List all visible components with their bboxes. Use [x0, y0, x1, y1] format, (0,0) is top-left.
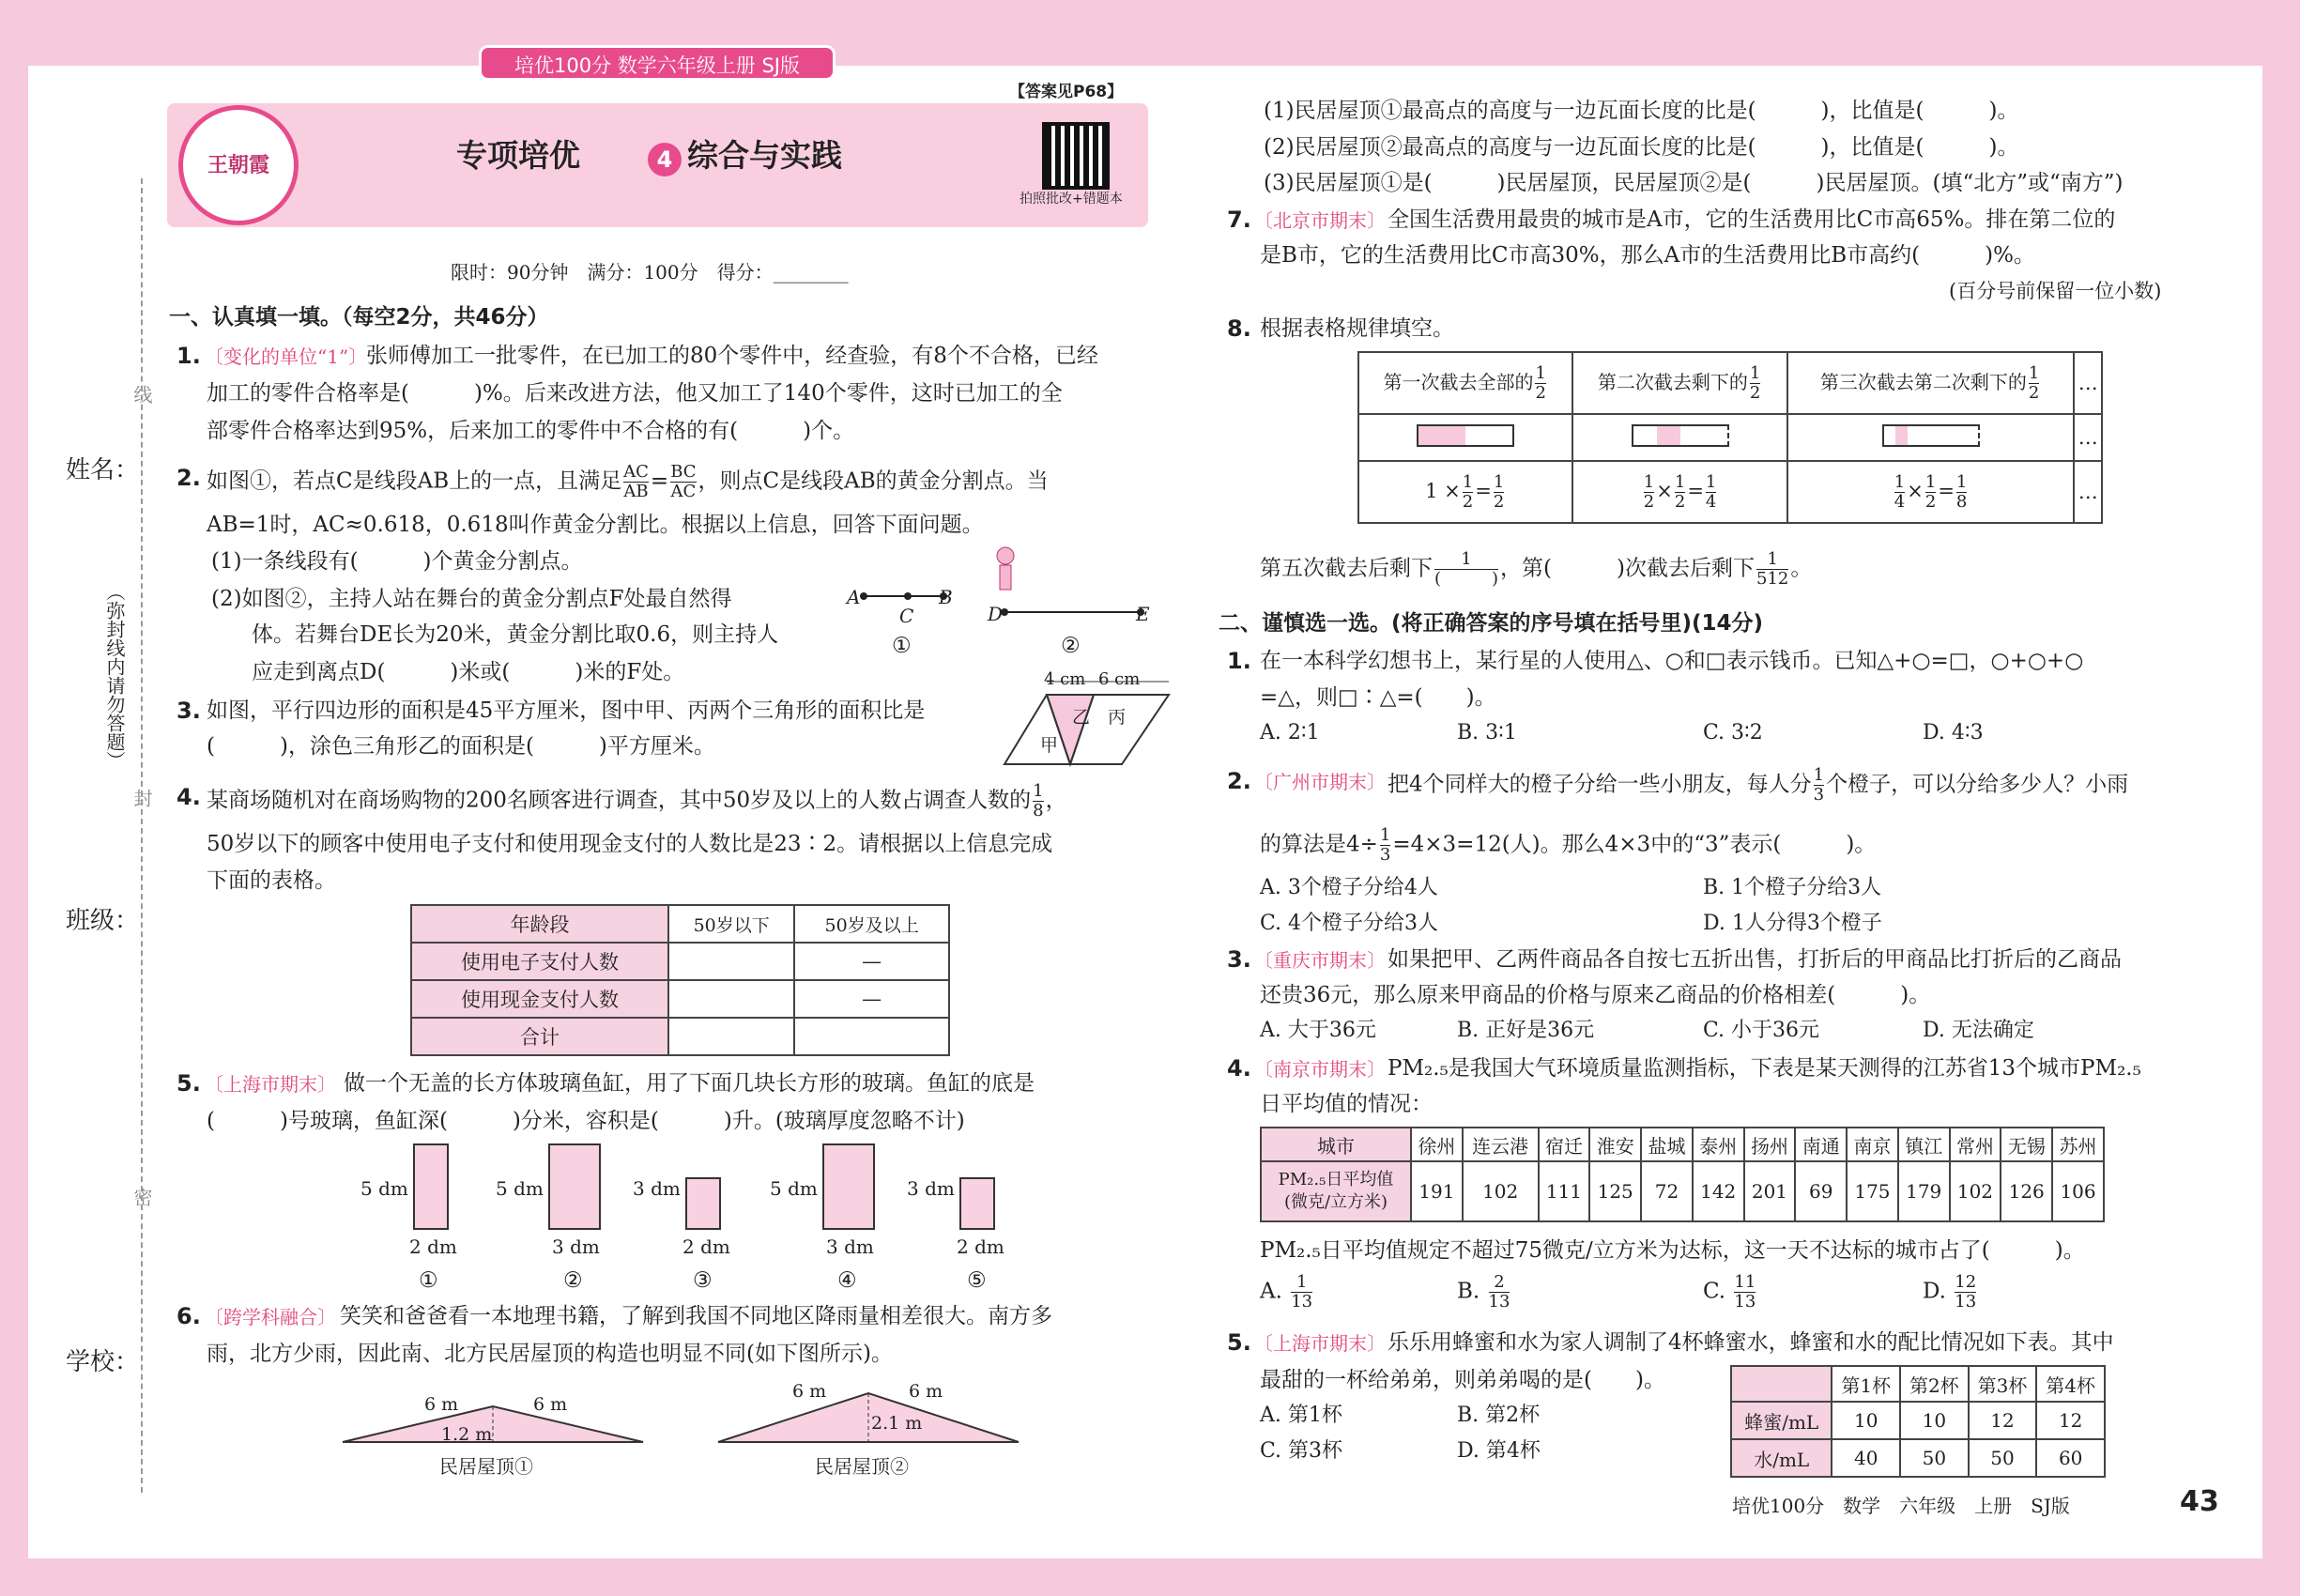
c4-number: 4.: [1227, 1055, 1251, 1082]
pm25-table: [1260, 1127, 2105, 1222]
q5-tag: 〔上海市期末〕: [205, 1073, 336, 1096]
glass-width: 3 dm: [552, 1235, 600, 1258]
q1-number: 1.: [176, 343, 201, 369]
pm25-city: 扬州: [1744, 1128, 1796, 1161]
q1-line2: 加工的零件合格率是( )%。后来改进方法，他又加工了140个零件，这时已加工的全: [207, 381, 1063, 406]
q2-sub2a: (2)如图②，主持人站在舞台的黄金分割点F处最自然得: [211, 587, 732, 611]
bar-3: [1882, 424, 1980, 447]
honey-header: 第4杯: [2036, 1366, 2105, 1402]
pm25-value: 106: [2052, 1161, 2104, 1221]
q7-line2: 是B市，它的生活费用比C市高30%，那么A市的生活费用比B市高约( )%。: [1260, 243, 2035, 268]
label-d: D: [988, 603, 1004, 625]
glass-4: [822, 1143, 875, 1230]
q8-number: 8.: [1227, 315, 1251, 342]
q6-sub2: (2)民居屋顶②最高点的高度与一边瓦面长度的比是( )，比值是( )。: [1264, 135, 2019, 160]
title-right: 综合与实践: [687, 137, 842, 174]
series-banner: 培优100分 数学六年级上册 SJ版: [479, 45, 836, 81]
honey-cell: 12: [2036, 1402, 2105, 1439]
pm25-row-label: 城市: [1261, 1128, 1411, 1161]
section2-title: 二、谨慎选一选。(将正确答案的序号填在括号里)(14分): [1219, 611, 1764, 636]
title-number: 4: [648, 143, 682, 176]
seal-mi: 密: [130, 1188, 153, 1206]
c5-option[interactable]: C. 第3杯: [1260, 1439, 1343, 1463]
q3-number: 3.: [176, 698, 201, 724]
honey-header: 第3杯: [1969, 1366, 2037, 1402]
c4-tag: 〔南京市期末〕: [1254, 1058, 1386, 1081]
c3-tag: 〔重庆市期末〕: [1254, 949, 1386, 972]
q8-expr: $\frac{1}{4}$ × $\frac{1}{2}$ = $\frac{1}{8}$: [1787, 461, 2075, 523]
pm25-value: 175: [1847, 1161, 1898, 1221]
pm25-value: 142: [1693, 1161, 1744, 1221]
pm25-city: 无锡: [2001, 1128, 2052, 1161]
q3-width1: 4 cm: [1044, 669, 1086, 689]
honey-cell: 40: [1832, 1439, 1900, 1477]
pm25-city: 盐城: [1641, 1128, 1693, 1161]
q8-expr: 1 × $\frac{1}{2}$ = $\frac{1}{2}$: [1358, 461, 1572, 523]
honey-cell: 12: [1969, 1402, 2037, 1439]
pm25-city: 泰州: [1693, 1128, 1744, 1161]
roof2-caption: 民居屋顶②: [815, 1455, 909, 1478]
pm25-value: 126: [2001, 1161, 2052, 1221]
pm25-value: 111: [1539, 1161, 1590, 1221]
q6-tag: 〔跨学科融合〕: [205, 1306, 336, 1328]
q8-header: 第二次截去剩下的 $\frac{1}{2}$: [1572, 352, 1786, 414]
label-c: C: [899, 605, 914, 627]
c1-option[interactable]: B. 3∶1: [1457, 721, 1517, 744]
pm25-value-label: PM₂.₅日平均值 (微克/立方米): [1261, 1161, 1411, 1221]
bar-2: [1632, 424, 1729, 447]
seal-line: [141, 178, 143, 1493]
roof2-height: 2.1 m: [871, 1413, 923, 1434]
honey-cell: 60: [2036, 1439, 2105, 1477]
q7-line1: 全国生活费用最贵的城市是A市，它的生活费用比C市高65%。排在第二位的: [1388, 207, 2116, 232]
bar-1: [1417, 424, 1514, 447]
q4-header: 年龄段: [411, 905, 668, 943]
honey-cell: 10: [1832, 1402, 1900, 1439]
c4-line2: 日平均值的情况：: [1260, 1092, 1433, 1116]
section1-title: 一、认真填一填。（每空2分，共46分）: [169, 305, 549, 330]
q4-number: 4.: [176, 784, 201, 810]
c2-option[interactable]: B. 1个橙子分给3人: [1703, 876, 1882, 899]
point-c: [904, 592, 912, 600]
q4-cell-blank[interactable]: [668, 1018, 794, 1055]
c5-option[interactable]: D. 第4杯: [1457, 1439, 1541, 1463]
c1-number: 1.: [1227, 648, 1251, 674]
label-b: B: [939, 586, 953, 608]
q5-number: 5.: [176, 1070, 201, 1097]
q4-line2: 50岁以下的顾客中使用电子支付和使用现金支付的人数比是23∶2。请根据以上信息完成: [207, 832, 1053, 856]
pm25-city: 宿迁: [1539, 1128, 1590, 1161]
c4-option[interactable]: C. $\frac{11}{13}$: [1703, 1272, 1756, 1312]
label-jia: 甲: [1040, 735, 1059, 756]
q6-number: 6.: [176, 1303, 201, 1329]
pm25-value: 201: [1744, 1161, 1796, 1221]
c5-option[interactable]: B. 第2杯: [1457, 1404, 1541, 1427]
title-left: 专项培优: [456, 137, 580, 174]
q8-bar-cell: [1787, 414, 2075, 461]
c5-tag: 〔上海市期末〕: [1254, 1332, 1386, 1355]
q4-cell: —: [794, 943, 949, 980]
q8-dots: …: [2074, 414, 2102, 461]
glass-number: ④: [837, 1268, 857, 1293]
q4-cell: 使用电子支付人数: [411, 943, 668, 980]
q8-bar-cell: [1358, 414, 1572, 461]
glass-height: 5 dm: [770, 1177, 818, 1200]
pm25-value: 72: [1641, 1161, 1693, 1221]
qr-caption: 拍照批改+错题本: [1020, 192, 1123, 207]
glass-5: [959, 1177, 995, 1230]
pm25-value: 69: [1795, 1161, 1847, 1221]
q3-width2: 6 cm: [1098, 669, 1141, 689]
glass-height: 3 dm: [907, 1177, 955, 1200]
class-label: 班级：: [66, 907, 140, 935]
q7-number: 7.: [1227, 207, 1251, 233]
host-icon: [997, 547, 1014, 564]
q6-sub3: (3)民居屋顶①是( )民居屋顶，民居屋顶②是( )民居屋顶。(填“北方”或“南方”): [1264, 171, 2124, 195]
pm25-city: 徐州: [1411, 1128, 1463, 1161]
q8-header: 第一次截去全部的 $\frac{1}{2}$: [1358, 352, 1572, 414]
pm25-value: 102: [1463, 1161, 1539, 1221]
honey-cell: 10: [1900, 1402, 1969, 1439]
pm25-city: 淮安: [1589, 1128, 1641, 1161]
label-yi: 乙: [1072, 707, 1091, 728]
roof2-side-b: 6 m: [909, 1381, 943, 1402]
glass-width: 2 dm: [409, 1235, 457, 1258]
pm25-value: 102: [1950, 1161, 2001, 1221]
q8-table: [1357, 351, 2103, 524]
q4-cell: —: [794, 980, 949, 1018]
glass-height: 5 dm: [496, 1177, 544, 1200]
honey-table: [1730, 1365, 2106, 1478]
c1-line1: 在一本科学幻想书上，某行星的人使用△、○和□表示钱币。已知△+○=□，○+○+○: [1260, 649, 2084, 673]
footer-text: 培优100分 数学 六年级 上册 SJ版: [1732, 1495, 2070, 1517]
glass-number: ⑤: [967, 1268, 987, 1293]
name-label: 姓名：: [66, 456, 140, 484]
c3-line1: 如果把甲、乙两件商品各自按七五折出售，打折后的甲商品比打折后的乙商品: [1388, 947, 2122, 972]
q8-line1: 根据表格规律填空。: [1260, 316, 1454, 341]
q4-cell: 使用现金支付人数: [411, 980, 668, 1018]
q1-tag: 〔变化的单位“1”〕: [205, 345, 368, 368]
q1-line1: 张师傅加工一批零件，在已加工的80个零件中，经查验，有8个不合格，已经: [366, 344, 1098, 368]
q7-line3: (百分号前保留一位小数): [1949, 280, 2162, 302]
roof1-caption: 民居屋顶①: [439, 1455, 533, 1478]
pm25-city: 南京: [1847, 1128, 1898, 1161]
glass-number: ③: [693, 1268, 713, 1293]
c4-line1: PM₂.₅是我国大气环境质量监测指标，下表是某天测得的江苏省13个城市PM₂.₅: [1388, 1056, 2141, 1081]
c4-option[interactable]: D. $\frac{12}{13}$: [1923, 1272, 1977, 1312]
honey-cell: 50: [1969, 1439, 2037, 1477]
q8-bar-cell: [1572, 414, 1786, 461]
q1-line3: 部零件合格率达到95%，后来加工的零件中不合格的有( )个。: [207, 419, 855, 443]
q3-line1: 如图，平行四边形的面积是45平方厘米，图中甲、丙两个三角形的面积比是: [207, 698, 926, 723]
roof1-side-b: 6 m: [533, 1394, 568, 1415]
q4-table: [410, 904, 950, 1056]
pm25-city: 镇江: [1898, 1128, 1950, 1161]
c3-option[interactable]: D. 无法确定: [1923, 1019, 2034, 1042]
c2-line1: 把4个同样大的橙子分给一些小朋友，每人分 $\frac{1}{3}$ 个橙子，可以分给多少人？小雨: [1388, 765, 2129, 805]
q2-sub1: (1)一条线段有( )个黄金分割点。: [211, 549, 583, 574]
q7-tag: 〔北京市期末〕: [1254, 209, 1386, 232]
q4-header: 50岁及以上: [794, 905, 949, 943]
q2-line2: AB=1时，AC≈0.618，0.618叫作黄金分割比。根据以上信息，回答下面问题。: [207, 513, 984, 537]
q4-cell-blank[interactable]: [668, 943, 794, 980]
c1-option[interactable]: D. 4∶3: [1923, 721, 1984, 744]
label-bing: 丙: [1108, 707, 1127, 728]
q8-dots: …: [2074, 461, 2102, 523]
pm25-value: 191: [1411, 1161, 1463, 1221]
q8-header: 第三次截去第二次剩下的 $\frac{1}{2}$: [1787, 352, 2075, 414]
pm25-city: 连云港: [1463, 1128, 1539, 1161]
c5-line2: 最甜的一杯给弟弟，则弟弟喝的是( )。: [1260, 1368, 1665, 1392]
q4-cell: 合计: [411, 1018, 668, 1055]
pm25-city: 苏州: [2052, 1128, 2104, 1161]
q6-line2: 雨，北方少雨，因此南、北方民居屋顶的构造也明显不同(如下图所示)。: [207, 1342, 893, 1366]
fig2-label: ②: [1061, 634, 1081, 658]
q8-dots: …: [2074, 352, 2102, 414]
roof1-height: 1.2 m: [441, 1424, 493, 1445]
q4-line3: 下面的表格。: [207, 868, 336, 893]
glass-2: [548, 1143, 601, 1230]
c4-option[interactable]: A. $\frac{1}{13}$: [1260, 1272, 1313, 1312]
seal-xian: 线: [130, 385, 153, 404]
roof1-side-a: 6 m: [424, 1394, 459, 1415]
c1-line2: =△，则□∶△=( )。: [1260, 685, 1496, 710]
glass-3: [685, 1177, 721, 1230]
honey-header: 第1杯: [1832, 1366, 1900, 1402]
q6-sub1: (1)民居屋顶①最高点的高度与一边瓦面长度的比是( )，比值是( )。: [1264, 99, 2019, 123]
q4-cell-blank[interactable]: [794, 1018, 949, 1055]
q2-line1: 如图①，若点C是线段AB上的一点，且满足 $\frac{AC}{AB}$ = $\frac{BC}{AC}$ ，则点C是线段AB的黄金分割点。当: [207, 462, 1049, 501]
glass-width: 2 dm: [957, 1235, 1004, 1258]
q4-line1: 某商场随机对在商场购物的200名顾客进行调查，其中50岁及以上的人数占调查人数的 $\frac{1}{8}$ ，: [207, 781, 1067, 821]
roof-1: [343, 1406, 643, 1442]
c2-line2: 的算法是4÷ $\frac{1}{3}$ =4×3=12(人)。那么4×3中的“3”表示( )。: [1260, 825, 1877, 865]
seal-feng: 封: [130, 789, 153, 807]
honey-header: [1731, 1366, 1832, 1402]
q2-sub2c: 应走到离点D( )米或( )米的F处。: [252, 660, 685, 684]
pm25-city: 常州: [1950, 1128, 2001, 1161]
c3-number: 3.: [1227, 946, 1251, 973]
fig1-label: ①: [892, 634, 912, 658]
glass-height: 5 dm: [360, 1177, 408, 1200]
pm25-value: 179: [1898, 1161, 1950, 1221]
page-number: 43: [2180, 1485, 2219, 1518]
q8-expr: $\frac{1}{2}$ × $\frac{1}{2}$ = $\frac{1}{4}$: [1572, 461, 1786, 523]
c2-option[interactable]: C. 4个橙子分给3人: [1260, 912, 1439, 935]
logo: 王朝霞: [178, 105, 299, 225]
honey-cell: 蜂蜜/mL: [1731, 1402, 1832, 1439]
c1-option[interactable]: C. 3∶2: [1703, 721, 1763, 744]
glass-height: 3 dm: [633, 1177, 681, 1200]
c4-option[interactable]: B. $\frac{2}{13}$: [1457, 1272, 1510, 1312]
q4-cell-blank[interactable]: [668, 980, 794, 1018]
q3-line2: ( )，涂色三角形乙的面积是( )平方厘米。: [207, 734, 715, 759]
q8-bottom: 第五次截去后剩下 $\frac{1}{( )}$ ，第( )次截去后剩下 $\frac{1}{512}$ 。: [1260, 549, 1813, 589]
glass-width: 3 dm: [826, 1235, 874, 1258]
c2-number: 2.: [1227, 768, 1251, 794]
c5-option[interactable]: A. 第1杯: [1260, 1404, 1342, 1427]
c3-option[interactable]: C. 小于36元: [1703, 1019, 1820, 1042]
c5-number: 5.: [1227, 1329, 1251, 1356]
point-a: [860, 592, 867, 600]
glass-number: ①: [419, 1268, 438, 1293]
honey-header: 第2杯: [1900, 1366, 1969, 1402]
glass-1: [413, 1143, 449, 1230]
q5-line1: 做一个无盖的长方体玻璃鱼缸，用了下面几块长方形的玻璃。鱼缸的底是: [344, 1071, 1035, 1096]
seal-note: （弥封线内请勿答题）: [103, 582, 126, 770]
label-a: A: [847, 586, 861, 608]
q4-header: 50岁以下: [668, 905, 794, 943]
q2-number: 2.: [176, 465, 201, 491]
q6-line1: 笑笑和爸爸看一本地理书籍，了解到我国不同地区降雨量相差很大。南方多: [340, 1304, 1052, 1328]
c3-option[interactable]: A. 大于36元: [1260, 1019, 1376, 1042]
honey-cell: 50: [1900, 1439, 1969, 1477]
c5-line1: 乐乐用蜂蜜和水为家人调制了4杯蜂蜜水，蜂蜜和水的配比情况如下表。其中: [1388, 1330, 2114, 1355]
c1-option[interactable]: A. 2∶1: [1260, 721, 1320, 744]
honey-cell: 水/mL: [1731, 1439, 1832, 1477]
glass-width: 2 dm: [682, 1235, 730, 1258]
q2-sub2b: 体。若舞台DE长为20米，黄金分割比取0.6，则主持人: [252, 622, 779, 647]
label-e: E: [1136, 603, 1150, 625]
c2-option[interactable]: D. 1人分得3个橙子: [1703, 912, 1882, 935]
c2-option[interactable]: A. 3个橙子分给4人: [1260, 876, 1438, 899]
pm25-city: 南通: [1795, 1128, 1847, 1161]
meta-line: 限时：90分钟 满分：100分 得分：________: [451, 261, 849, 284]
roof2-side-a: 6 m: [792, 1381, 827, 1402]
c3-line2: 还贵36元，那么原来甲商品的价格与原来乙商品的价格相差( )。: [1260, 983, 1931, 1007]
c4-line3: PM₂.₅日平均值规定不超过75微克/立方米为达标，这一天不达标的城市占了( )。: [1260, 1238, 2085, 1263]
q5-line2: ( )号玻璃，鱼缸深( )分米，容积是( )升。(玻璃厚度忽略不计): [207, 1109, 965, 1133]
glass-number: ②: [563, 1268, 583, 1293]
answer-ref: 【答案见P68】: [1009, 83, 1124, 101]
host-body: [1000, 565, 1011, 590]
school-label: 学校：: [66, 1348, 140, 1376]
c2-tag: 〔广州市期末〕: [1254, 771, 1386, 793]
qr-code[interactable]: [1042, 122, 1110, 190]
pm25-value: 125: [1589, 1161, 1641, 1221]
c3-option[interactable]: B. 正好是36元: [1457, 1019, 1595, 1042]
